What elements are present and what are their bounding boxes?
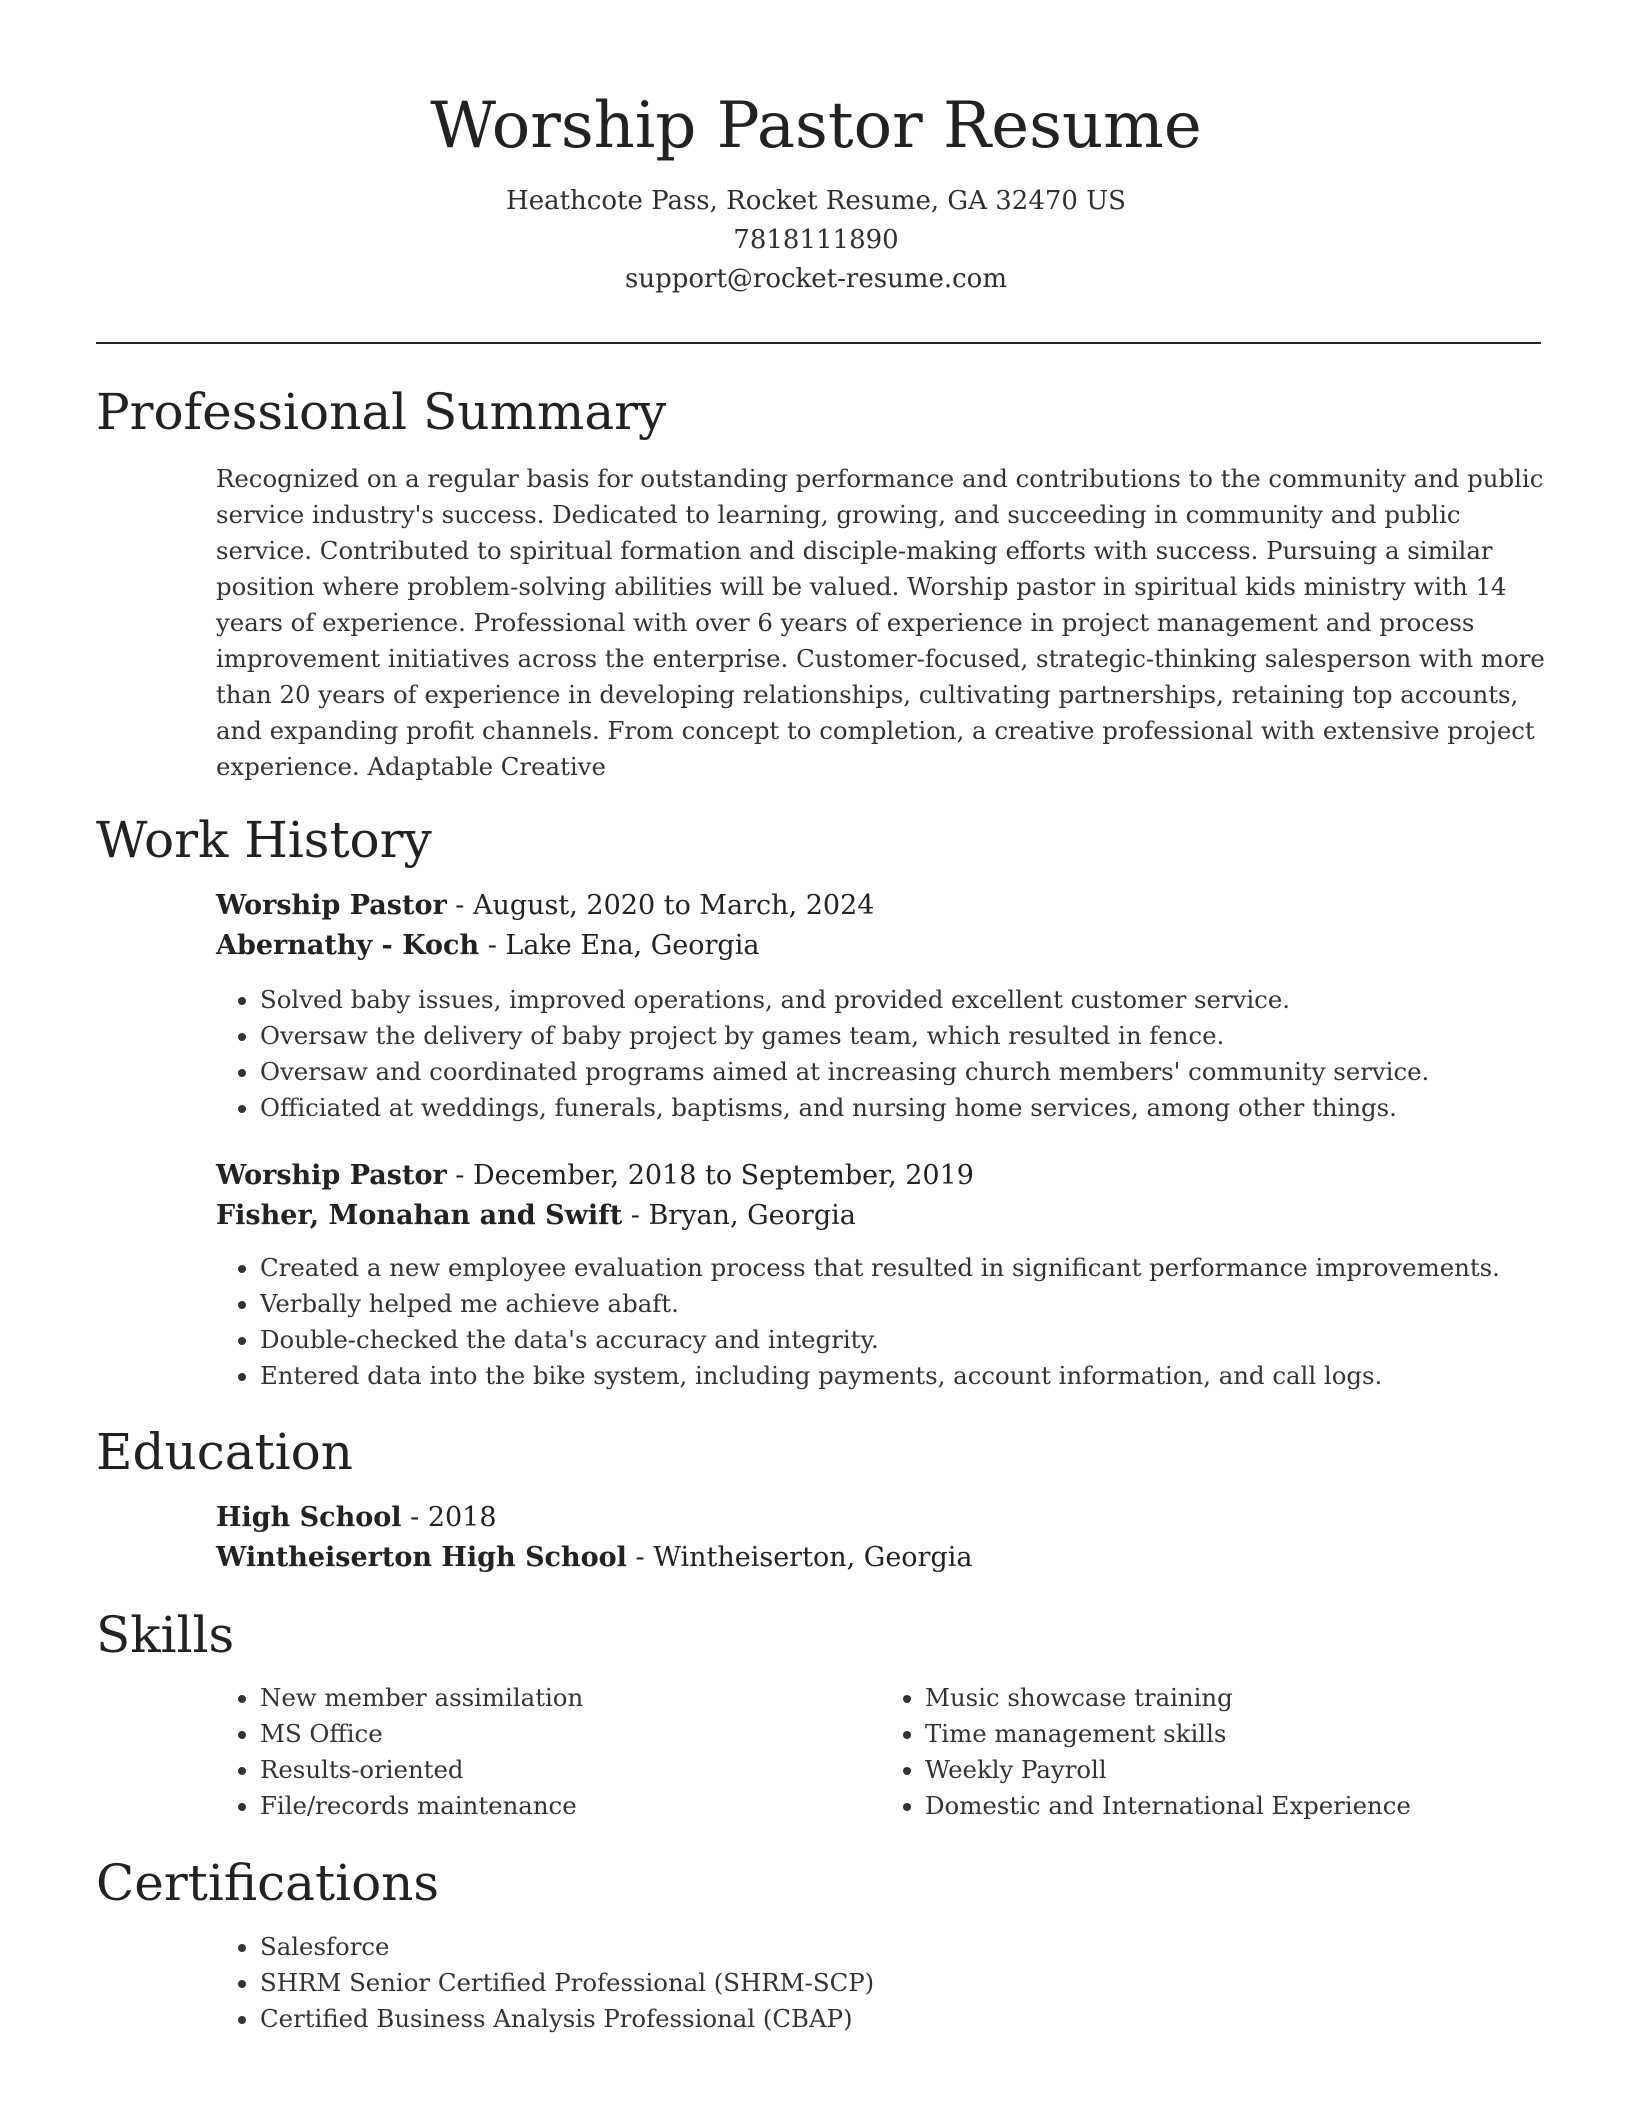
job-bullets — [216, 982, 1546, 1126]
skill-item: • Domestic and International Experience — [925, 1788, 1546, 1824]
header-divider — [96, 342, 1541, 344]
skill-item: • Weekly Payroll — [925, 1752, 1546, 1788]
skill-item: • Results-oriented — [260, 1752, 881, 1788]
section-title-skills: Skills — [96, 1606, 235, 1664]
job-bullet: • Verbally helped me achieve abaft. — [260, 1286, 1546, 1322]
section-title-summary: Professional Summary — [96, 383, 667, 441]
skill-item: • Time management skills — [925, 1716, 1546, 1752]
job-company: Fisher, Monahan and Swift — [216, 1200, 623, 1231]
skill-item: • File/records maintenance — [260, 1788, 881, 1824]
education-school-line — [216, 1538, 1546, 1578]
skill-item: • MS Office — [260, 1716, 881, 1752]
skills-grid — [216, 1680, 1546, 1824]
skill-item: • Music showcase training — [925, 1680, 1546, 1716]
job-entry — [216, 1156, 1546, 1394]
summary-text: Recognized on a regular basis for outstanding performance and contributions to the community and public service industry's success. Dedicated to learning, growing, and succeeding in community and public service. Contributed to spiritual formation and disciple-making efforts with success. Pursuing a similar position where problem-solving abilities will be valued. Worship pastor in spiritual kids ministry with 14 years of experience. Professional with over 6 years of experience in project management and process improvement initiatives across the enterprise. Customer-focused, strategic-thinking salesperson with more than 20 years of experience in developing relationships, cultivating partnerships, retaining top accounts, and expanding profit channels. From concept to completion, a creative professional with extensive project experience. Adaptable Creative — [216, 464, 1545, 781]
certification-item: • SHRM Senior Certified Professional (SHRM-SCP) — [260, 1965, 1546, 2001]
education-degree-line — [216, 1498, 1546, 1538]
job-location: - Lake Ena, Georgia — [479, 930, 760, 961]
education-location: - Wintheiserton, Georgia — [626, 1542, 973, 1573]
contact-phone: 7818111890 — [733, 225, 899, 255]
education-year: - 2018 — [401, 1502, 497, 1533]
certification-item: • Certified Business Analysis Professional (CBAP) — [260, 2001, 1546, 2037]
job-bullets — [216, 1250, 1546, 1394]
contact-email: support@rocket-resume.com — [624, 264, 1007, 294]
skill-item: • New member assimilation — [260, 1680, 881, 1716]
job-bullet: • Created a new employee evaluation process that resulted in significant performance improvements. — [260, 1250, 1546, 1286]
job-position: Worship Pastor — [216, 890, 447, 921]
job-company: Abernathy - Koch — [216, 930, 480, 961]
education-school: Wintheiserton High School — [216, 1542, 627, 1573]
skills-column-left — [216, 1680, 881, 1824]
job-company-line — [216, 926, 1546, 966]
job-dates: - August, 2020 to March, 2024 — [446, 890, 875, 921]
section-title-work-history: Work History — [96, 811, 432, 869]
section-title-education: Education — [96, 1423, 353, 1481]
certifications-list — [216, 1929, 1546, 2037]
job-bullet: • Oversaw and coordinated programs aimed at increasing church members' community service. — [260, 1054, 1546, 1090]
job-title-line — [216, 1156, 1546, 1196]
certification-item: • Salesforce — [260, 1929, 1546, 1965]
resume-title: Worship Pastor Resume — [430, 89, 1202, 163]
contact-address: Heathcote Pass, Rocket Resume, GA 32470 US — [506, 186, 1126, 216]
skills-column-right — [881, 1680, 1546, 1824]
summary-block — [216, 461, 1546, 785]
section-title-certifications: Certifications — [96, 1854, 440, 1912]
job-position: Worship Pastor — [216, 1160, 447, 1191]
job-bullet: • Double-checked the data's accuracy and integrity. — [260, 1322, 1546, 1358]
job-location: - Bryan, Georgia — [622, 1200, 856, 1231]
job-dates: - December, 2018 to September, 2019 — [446, 1160, 974, 1191]
education-entry — [216, 1498, 1546, 1578]
job-bullet: • Oversaw the delivery of baby project by games team, which resulted in fence. — [260, 1018, 1546, 1054]
certifications-block — [216, 1929, 1546, 2037]
job-title-line — [216, 886, 1546, 926]
job-bullet: • Solved baby issues, improved operations, and provided excellent customer service. — [260, 982, 1546, 1018]
job-entry — [216, 886, 1546, 1126]
education-degree: High School — [216, 1502, 402, 1533]
job-bullet: • Officiated at weddings, funerals, baptisms, and nursing home services, among other things. — [260, 1090, 1546, 1126]
resume-header — [0, 84, 1632, 299]
job-bullet: • Entered data into the bike system, including payments, account information, and call logs. — [260, 1358, 1546, 1394]
job-company-line — [216, 1196, 1546, 1236]
contact-block — [0, 182, 1632, 299]
